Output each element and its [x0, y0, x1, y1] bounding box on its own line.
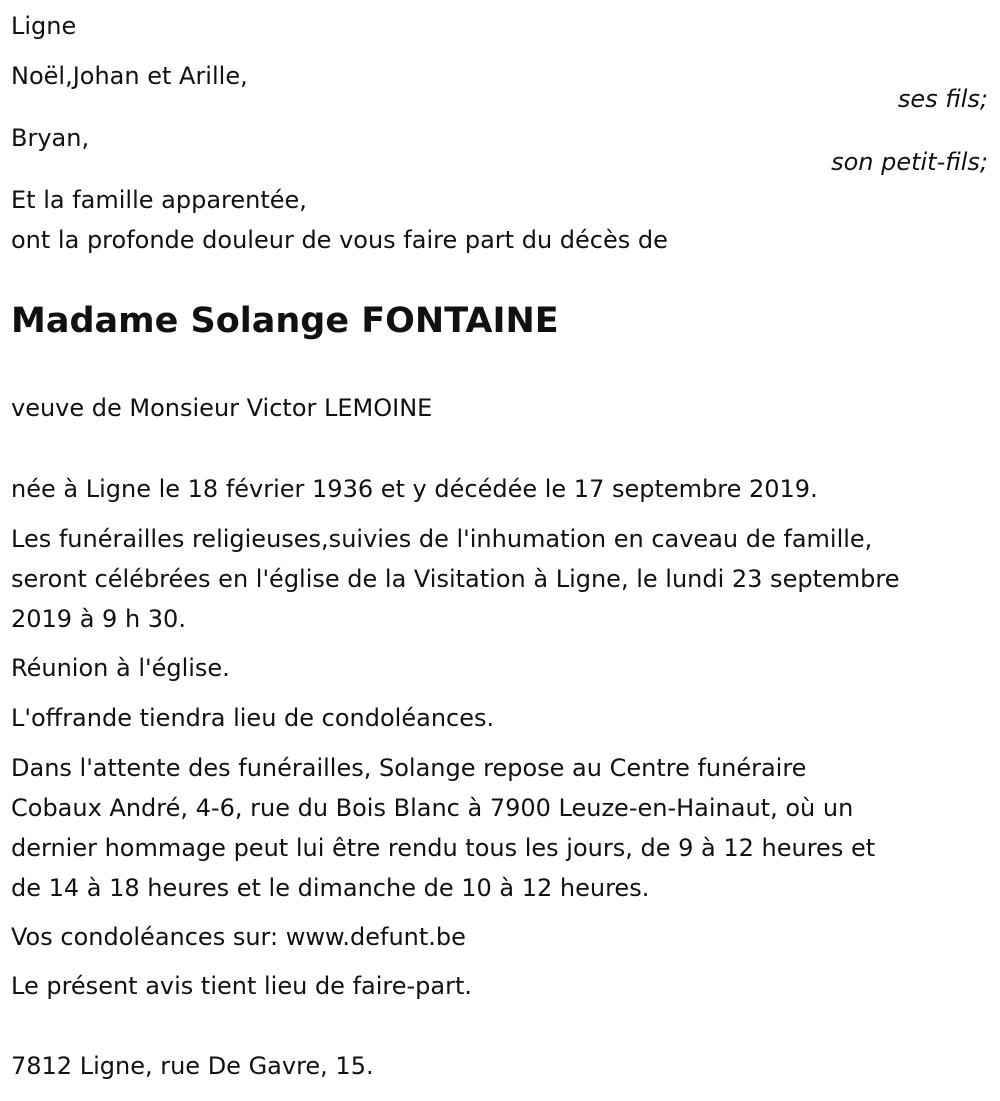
repose-line: Cobaux André, 4-6, rue du Bois Blanc à 7900 Leuze-en-Hainaut, où un: [11, 794, 854, 822]
offering-line: L'offrande tiendra lieu de condoléances.: [11, 704, 495, 732]
repose-line: de 14 à 18 heures et le dimanche de 10 à 12 heures.: [11, 874, 650, 902]
condolences-line: Vos condoléances sur: www.defunt.be: [11, 923, 466, 951]
funeral-line: Les funérailles religieuses,suivies de l'inhumation en caveau de famille,: [11, 525, 873, 553]
place-header: Ligne: [11, 12, 77, 40]
meeting-line: Réunion à l'église.: [11, 654, 230, 682]
announcement-line: ont la profonde douleur de vous faire part du décès de: [11, 226, 668, 254]
repose-line: dernier hommage peut lui être rendu tous les jours, de 9 à 12 heures et: [11, 834, 876, 862]
address-line: 7812 Ligne, rue De Gavre, 15.: [11, 1052, 374, 1080]
sons-relation: ses fils;: [897, 85, 988, 113]
funeral-line: seront célébrées en l'église de la Visitation à Ligne, le lundi 23 septembre: [11, 565, 900, 593]
deceased-name: Madame Solange FONTAINE: [11, 301, 559, 341]
sons-names: Noël,Johan et Arille,: [11, 62, 248, 90]
birth-death-line: née à Ligne le 18 février 1936 et y décédée le 17 septembre 2019.: [11, 475, 818, 503]
widow-line: veuve de Monsieur Victor LEMOINE: [11, 394, 433, 422]
grandson-relation: son petit-fils;: [831, 148, 988, 176]
funeral-line: 2019 à 9 h 30.: [11, 605, 186, 633]
repose-line: Dans l'attente des funérailles, Solange repose au Centre funéraire: [11, 754, 807, 782]
grandson-name: Bryan,: [11, 124, 90, 152]
notice-line: Le présent avis tient lieu de faire-part.: [11, 972, 473, 1000]
family-line: Et la famille apparentée,: [11, 186, 307, 214]
